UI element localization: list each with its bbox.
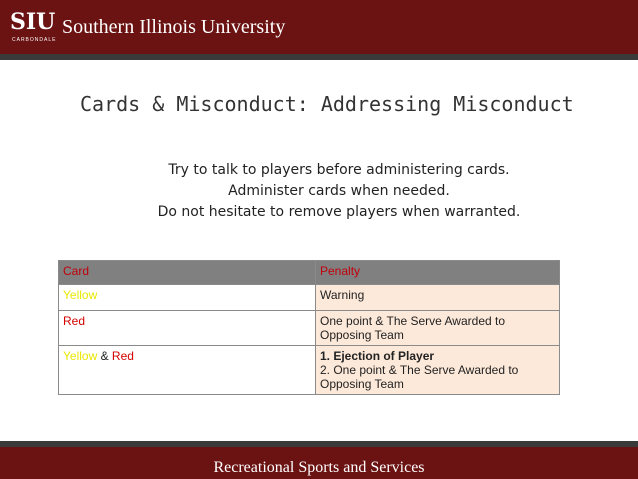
card-yellow-label: Yellow (63, 349, 98, 363)
logo-subtitle: CARBONDALE (12, 37, 57, 43)
footer-bar (0, 447, 638, 479)
header-card: Card (59, 261, 316, 285)
card-cell (59, 311, 316, 346)
header-penalty: Penalty (316, 261, 560, 285)
card-yellow-label: Yellow (63, 288, 98, 302)
intro-line: Try to talk to players before administering cards. (168, 162, 510, 178)
penalty-cell (316, 311, 560, 346)
intro-line: Do not hesitate to remove players when warranted. (157, 204, 521, 220)
penalty-line: One point & The Serve Awarded to Opposing Team (320, 314, 506, 342)
university-name: Southern Illinois University (62, 16, 286, 38)
penalty-line: 1. Ejection of Player (320, 349, 435, 363)
penalty-cell (316, 285, 560, 311)
penalty-line: Warning (320, 288, 365, 302)
table-row (59, 285, 560, 311)
header-bar (0, 0, 638, 54)
table-row (59, 311, 560, 346)
card-cell (59, 285, 316, 311)
penalty-line: 2. One point & The Serve Awarded to Opposing Team (320, 363, 519, 391)
intro-line: Administer cards when needed. (228, 183, 450, 199)
table-row (59, 346, 560, 395)
card-red-label: Red (63, 314, 86, 328)
card-red-label: Red (111, 349, 134, 363)
card-cell (59, 346, 316, 395)
card-ampersand: & (97, 349, 112, 363)
header-divider (0, 54, 638, 60)
card-penalty-table (58, 260, 560, 395)
intro-text (0, 160, 638, 223)
logo-mark: SIU (10, 9, 56, 35)
table-header-row (59, 261, 560, 285)
penalty-cell (316, 346, 560, 395)
slide-title: Cards & Misconduct: Addressing Misconduct (80, 92, 574, 116)
footer-text: Recreational Sports and Services (213, 459, 425, 476)
